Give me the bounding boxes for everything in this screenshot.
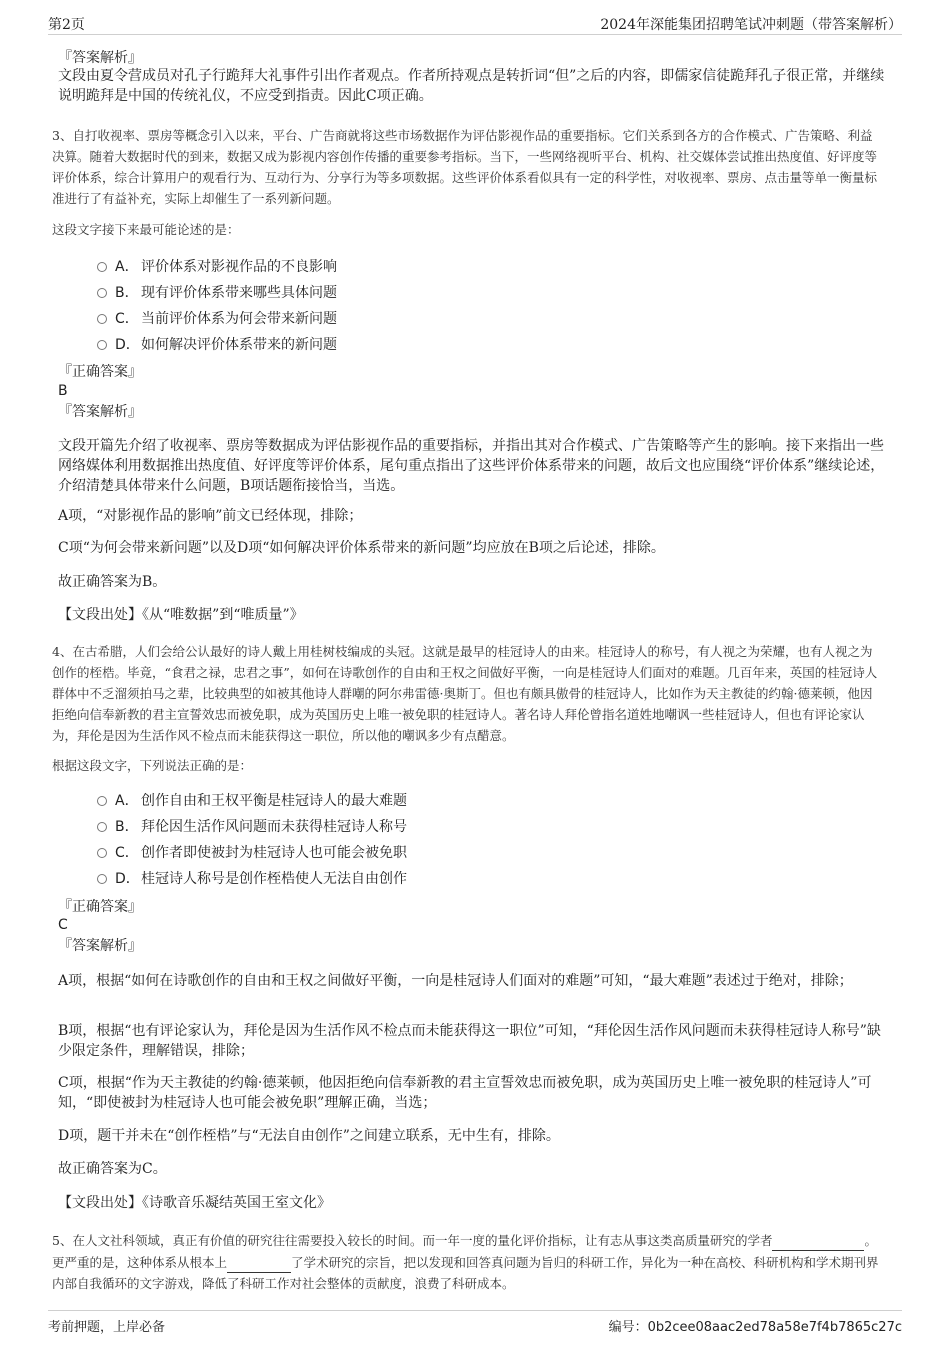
q4-option-d[interactable]: D．桂冠诗人称号是创作桎梏使人无法自由创作: [97, 869, 407, 889]
q4-correct-answer: C: [58, 917, 68, 933]
fill-blank-1[interactable]: [772, 1229, 864, 1251]
fill-blank-2[interactable]: [227, 1251, 291, 1273]
q4-option-a[interactable]: A． 创作自由和王权平衡是桂冠诗人的最大难题: [97, 791, 407, 811]
document-title: 2024年深能集团招聘笔试冲刺题（带答案解析）: [600, 17, 902, 33]
q3-analysis-paragraph: C项“为何会带来新问题”以及D项“如何解决评价体系带来的新问题”均应放在B项之后论述，排除。: [58, 540, 665, 556]
q3-analysis-label: 『答案解析』: [58, 404, 142, 420]
q4-analysis-paragraph: D项，题干并未在“创作桎梏”与“无法自由创作”之间建立联系，无中生有，排除。: [58, 1128, 560, 1144]
q3-analysis-paragraph: 文段开篇先介绍了收视率、票房等数据成为评估影视作品的重要指标，并指出其对合作模式、广告策略等产生的影响。接下来指出一些网络媒体利用数据推出热度值、好评度等评价体系，尾句重点指出了这些评价体系带来的问题，故后文也应围绕“评价体系”继续论述，介绍清楚具体带来什么问题，B项话题衔接恰当，当选。: [58, 438, 885, 494]
page-number: 第2页: [48, 17, 85, 33]
q4-correct-label: 『正确答案』: [58, 899, 142, 915]
q3-correct-answer: B: [58, 383, 68, 399]
q4-analysis-paragraph: C项，根据“作为天主教徒的约翰·德莱顿，他因拒绝向信奉新教的君主宣誓效忠而被免职，成为英国历史上唯一被免职的桂冠诗人”可知，“即使被封为桂冠诗人也可能会被免职”理解正确，当选；: [58, 1075, 872, 1111]
page-header: [48, 10, 902, 35]
q4-source: 【文段出处】《诗歌音乐凝结英国王室文化》: [58, 1195, 331, 1211]
q3-option-d[interactable]: D．如何解决评价体系带来的新问题: [97, 335, 337, 355]
q4-analysis-label: 『答案解析』: [58, 938, 142, 954]
q3-stem: 3、自打收视率、票房等概念引入以来，平台、广告商就将这些市场数据作为评估影视作品的重要指标。它们关系到各方的合作模式、广告策略、利益决算。随着大数据时代的到来，数据又成为影视内容创作传播的重要参考指标。当下，一些网络视听平台、机构、社交媒体尝试推出热度值、好评度等评价体系，综合计算用户的观看行为、互动行为、分享行为等多项数据。这些评价体系看似具有一定的科学性，对收视率、票房、点击量等单一衡量标准进行了有益补充，实际上却催生了一系列新问题。: [52, 128, 878, 206]
radio-icon[interactable]: [97, 848, 107, 858]
q4-analysis-paragraph: B项，根据“也有评论家认为，拜伦是因为生活作风不检点而未能获得这一职位”可知，“拜伦因生活作风问题而未获得桂冠诗人称号”缺少限定条件，理解错误，排除；: [58, 1023, 881, 1059]
radio-icon[interactable]: [97, 262, 107, 272]
q5-stem: 5、在人文社科领域，真正有价值的研究往往需要投入较长的时间。而一年一度的量化评价指标，让有志从事这类高质量研究的学者 。更严重的是，这种体系从根本上 了学术研究的宗旨，把以发现和回答真问题为旨归的科研工作，异化为一种在高校、科研机构和学术期刊界内部自我循环的文字游戏，降低了科研工作对社会整体的贡献度，浪费了科研成本。: [52, 1229, 882, 1294]
q3-correct-label: 『正确答案』: [58, 364, 142, 380]
q3-analysis-paragraph: 故正确答案为B。: [58, 574, 167, 590]
q3-option-c[interactable]: C． 当前评价体系为何会带来新问题: [97, 309, 337, 329]
q2-analysis-label: 『答案解析』: [58, 50, 142, 66]
radio-icon[interactable]: [97, 288, 107, 298]
page-footer: [48, 1310, 902, 1339]
q3-option-b[interactable]: B． 现有评价体系带来哪些具体问题: [97, 283, 337, 303]
radio-icon[interactable]: [97, 822, 107, 832]
q3-question: 这段文字接下来最可能论述的是：: [52, 222, 240, 237]
footer-slogan: 考前押题，上岸必备: [48, 1320, 166, 1335]
q4-option-c[interactable]: C． 创作者即使被封为桂冠诗人也可能会被免职: [97, 843, 407, 863]
q2-analysis: 文段由夏令营成员对孔子行跪拜大礼事件引出作者观点。作者所持观点是转折词“但”之后的内容，即儒家信徒跪拜孔子很正常，并继续说明跪拜是中国的传统礼仪，不应受到指责。因此C项正确。: [58, 68, 885, 104]
radio-icon[interactable]: [97, 314, 107, 324]
radio-icon[interactable]: [97, 340, 107, 350]
q4-option-b[interactable]: B． 拜伦因生活作风问题而未获得桂冠诗人称号: [97, 817, 407, 837]
document-code: 编号：0b2cee08aac2ed78a58e7f4b7865c27c: [608, 1320, 902, 1335]
q3-source: 【文段出处】《从“唯数据”到“唯质量”》: [58, 607, 304, 623]
radio-icon[interactable]: [97, 796, 107, 806]
radio-icon[interactable]: [97, 874, 107, 884]
q3-analysis-paragraph: A项，“对影视作品的影响”前文已经体现，排除；: [58, 508, 363, 524]
q4-analysis-paragraph: A项，根据“如何在诗歌创作的自由和王权之间做好平衡，一向是桂冠诗人们面对的难题”可知，“最大难题”表述过于绝对，排除；: [58, 973, 853, 989]
q4-analysis-paragraph: 故正确答案为C。: [58, 1161, 167, 1177]
q3-option-a[interactable]: A． 评价体系对影视作品的不良影响: [97, 257, 337, 277]
q4-stem: 4、在古希腊，人们会给公认最好的诗人戴上用桂树枝编成的头冠。这就是最早的桂冠诗人的由来。桂冠诗人的称号，有人视之为荣耀，也有人视之为创作的桎梏。毕竟，“食君之禄，忠君之事”，如何在诗歌创作的自由和王权之间做好平衡，一向是桂冠诗人们面对的难题。几百年来，英国的桂冠诗人群体中不乏溜须拍马之辈，比较典型的如被其他诗人群嘲的阿尔弗雷德·奥斯丁。但也有颇具傲骨的桂冠诗人，比如作为天主教徒的约翰·德莱顿，他因拒绝向信奉新教的君主宣誓效忠而被免职，成为英国历史上唯一被免职的桂冠诗人。著名诗人拜伦曾指名道姓地嘲讽一些桂冠诗人，但也有评论家认为，拜伦是因为生活作风不检点而未能获得这一职位，所以他的嘲讽多少有点醋意。: [52, 644, 878, 743]
q4-question: 根据这段文字，下列说法正确的是：: [52, 758, 253, 773]
